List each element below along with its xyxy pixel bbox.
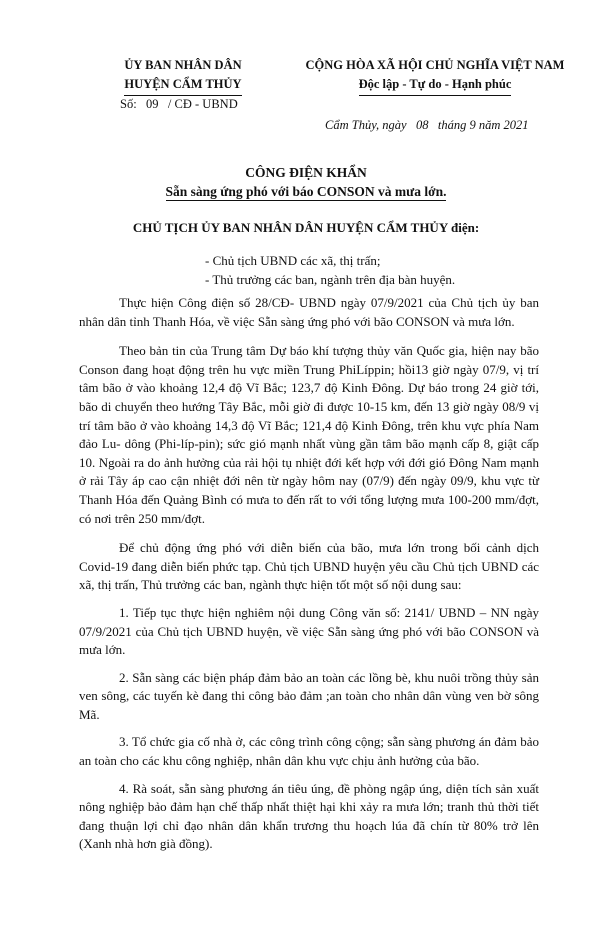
body-paragraph: Theo bản tin của Trung tâm Dự báo khí tượng thủy văn Quốc gia, hiện nay bão Conson đang hoạt động trên hu vực miền Trung PhiLíppin; hồi13 giờ ngày 07/9, vị trí tâm bão ở vào khoảng 12,4 độ Vĩ Bắc; 123,7 độ Kinh Đông. Dự báo trong 24 giờ tới, bão di chuyển theo hướng Tây Bắc, mỗi giờ đi được 10-15 km, đến 13 giờ ngày 08/9 vị trí tâm bão ở vào khoảng 14,3 độ Vĩ Bắc; 121,4 độ Kinh Đông, trên khu vực phía Nam đảo Lu- dông (Phi-líp-pin); sức gió mạnh nhất vùng gần tâm bão mạnh cấp 8, giật cấp 10. Ngoài ra do ảnh hưởng của rải hội tụ nhiệt đới kết hợp với đới gió Đông Nam mạnh ở rải Tây áp cao cận nhiệt đới nên từ ngày hôm nay (07/9) đến ngày 09/9, khu vực từ Thanh Hóa đến Quảng Bình có mưa to đến rất to với tổng lượng mưa 100-200 mm/đợt, có nơi trên 250 mm/đợt. bbox=[79, 343, 539, 526]
national-header bbox=[285, 56, 585, 96]
body-paragraph: 4. Rà soát, sẵn sàng phương án tiêu úng, đề phòng ngập úng, diện tích sản xuất nông nghiệp bảo đảm hạn chế thấp nhất thiệt hại khi xảy ra mưa lớn; tranh thủ thời tiết đang thuận lợi chỉ đạo nhân dân khẩn trương thu hoạch lúa đã chín từ 80% trở lên (Xanh nhà hơn già đồng). bbox=[79, 780, 539, 852]
body-paragraph: Để chủ động ứng phó với diễn biến của bão, mưa lớn trong bối cảnh dịch Covid-19 đang diễn biến phức tạp. Chủ tịch UBND huyện yêu cầu Chủ tịch UBND các xã, thị trấn, Thủ trưởng các ban, ngành thực hiện tốt một số nội dung sau: bbox=[79, 540, 539, 593]
body-paragraph: 3. Tổ chức gia cố nhà ở, các công trình công cộng; sẵn sàng phương án đảm bảo an toàn cho các khu công nghiệp, nhân dân khu vực chịu ảnh hưởng của bão. bbox=[79, 734, 539, 769]
nation-name: CỘNG HÒA XÃ HỘI CHỦ NGHĨA VIỆT NAM bbox=[305, 58, 565, 72]
issue-date: Cẩm Thủy, ngày 08 tháng 9 năm 2021 bbox=[325, 118, 529, 132]
agency-line-1: ỦY BAN NHÂN DÂN bbox=[124, 58, 242, 72]
document-body bbox=[79, 294, 539, 863]
national-motto: Độc lập - Tự do - Hạnh phúc bbox=[359, 75, 512, 96]
document-type-title: CÔNG ĐIỆN KHẨN bbox=[245, 165, 367, 180]
document-number: Số: 09 / CĐ - UBND bbox=[120, 97, 238, 111]
agency-line-2: HUYỆN CẨM THỦY bbox=[124, 75, 241, 96]
recipient-item: - Thủ trưởng các ban, ngành trên địa bàn huyện. bbox=[205, 272, 456, 287]
body-paragraph: 2. Sẵn sàng các biện pháp đảm bảo an toàn các lồng bè, khu nuôi trồng thủy sản ven sông, các tuyến kè đang thi công bảo đảm ;an toàn cho nhân dân vùng ven bờ sông Mã. bbox=[79, 669, 539, 722]
body-paragraph: Thực hiện Công điện số 28/CĐ- UBND ngày 07/9/2021 của Chủ tịch ủy ban nhân dân tỉnh Thanh Hóa, về việc Sẵn sàng ứng phó với bão CONSON và mưa lớn. bbox=[79, 295, 539, 329]
recipient-item: - Chủ tịch UBND các xã, thị trấn; bbox=[205, 253, 381, 268]
sender-line: CHỦ TỊCH ỦY BAN NHÂN DÂN HUYỆN CẨM THỦY điện: bbox=[132, 220, 480, 235]
recipient-list bbox=[205, 251, 455, 289]
document-subject bbox=[0, 184, 612, 201]
document-subject-text: Sẵn sàng ứng phó với báo CONSON và mưa lớn. bbox=[165, 184, 447, 199]
issuing-agency bbox=[88, 56, 278, 96]
body-paragraph: 1. Tiếp tục thực hiện nghiêm nội dung Công văn số: 2141/ UBND – NN ngày 07/9/2021 của Chủ tịch UBND huyện, về việc Sẵn sàng ứng phó với bão CONSON và mưa lớn. bbox=[79, 604, 539, 658]
